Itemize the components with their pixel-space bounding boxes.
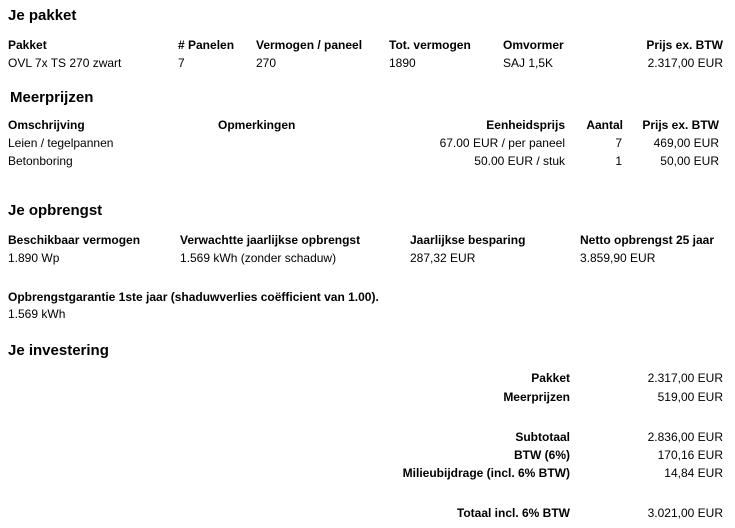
package-title: Je pakket [8, 7, 77, 24]
investment-total-label: Totaal incl. 6% BTW [456, 506, 570, 520]
extras-row-qty: 7 [615, 136, 622, 150]
investment-vat-label: BTW (6%) [514, 448, 570, 462]
package-row-power-per-panel: 270 [256, 56, 277, 70]
investment-subtotal-value: 2.836,00 EUR [647, 430, 723, 444]
extras-row-description: Leien / tegelpannen [8, 136, 114, 150]
package-header-inverter: Omvormer [503, 38, 564, 52]
investment-extras-value: 519,00 EUR [657, 390, 723, 404]
investment-title: Je investering [8, 342, 109, 359]
package-header-pakket: Pakket [8, 38, 47, 52]
yield-header-available-power: Beschikbaar vermogen [8, 233, 141, 247]
yield-header-annual-savings: Jaarlijkse besparing [410, 233, 526, 247]
investment-pakket-label: Pakket [531, 371, 570, 385]
yield-guarantee-value: 1.569 kWh [8, 307, 66, 321]
package-row-panels: 7 [178, 56, 185, 70]
extras-row-price: 50,00 EUR [660, 154, 719, 168]
investment-total-value: 3.021,00 EUR [647, 506, 723, 520]
extras-header-description: Omschrijving [8, 118, 85, 132]
extras-title: Meerprijzen [10, 89, 94, 106]
extras-row-qty: 1 [615, 154, 622, 168]
extras-row-unit-price: 67.00 EUR / per paneel [439, 136, 565, 150]
extras-header-unit-price: Eenheidsprijs [486, 118, 565, 132]
extras-row-unit-price: 50.00 EUR / stuk [474, 154, 565, 168]
yield-value-expected-yield: 1.569 kWh (zonder schaduw) [180, 251, 337, 265]
investment-pakket-value: 2.317,00 EUR [647, 371, 723, 385]
package-row-price: 2.317,00 EUR [647, 56, 723, 70]
investment-subtotal-label: Subtotaal [515, 430, 570, 444]
yield-value-annual-savings: 287,32 EUR [410, 251, 476, 265]
package-header-panels: # Panelen [178, 38, 235, 52]
yield-value-available-power: 1.890 Wp [8, 251, 60, 265]
extras-header-qty: Aantal [586, 118, 623, 132]
package-row-inverter: SAJ 1,5K [503, 56, 554, 70]
investment-levy-label: Milieubijdrage (incl. 6% BTW) [402, 466, 570, 480]
investment-vat-value: 170,16 EUR [657, 448, 723, 462]
yield-guarantee-label: Opbrengstgarantie 1ste jaar (shaduwverlies coëfficient van 1.00). [8, 290, 379, 304]
extras-header-remarks: Opmerkingen [218, 118, 296, 132]
yield-header-net-25: Netto opbrengst 25 jaar [580, 233, 715, 247]
yield-title: Je opbrengst [8, 202, 103, 219]
yield-header-expected-yield: Verwachtte jaarlijkse opbrengst [180, 233, 361, 247]
extras-row-price: 469,00 EUR [653, 136, 719, 150]
package-header-total-power: Tot. vermogen [389, 38, 471, 52]
extras-header-price: Prijs ex. BTW [642, 118, 719, 132]
package-row-total-power: 1890 [389, 56, 416, 70]
investment-extras-label: Meerprijzen [503, 390, 570, 404]
package-header-power-per-panel: Vermogen / paneel [256, 38, 363, 52]
investment-levy-value: 14,84 EUR [664, 466, 723, 480]
yield-value-net-25: 3.859,90 EUR [580, 251, 656, 265]
extras-row-description: Betonboring [8, 154, 73, 168]
package-header-price: Prijs ex. BTW [646, 38, 723, 52]
package-row-pakket: OVL 7x TS 270 zwart [8, 56, 122, 70]
